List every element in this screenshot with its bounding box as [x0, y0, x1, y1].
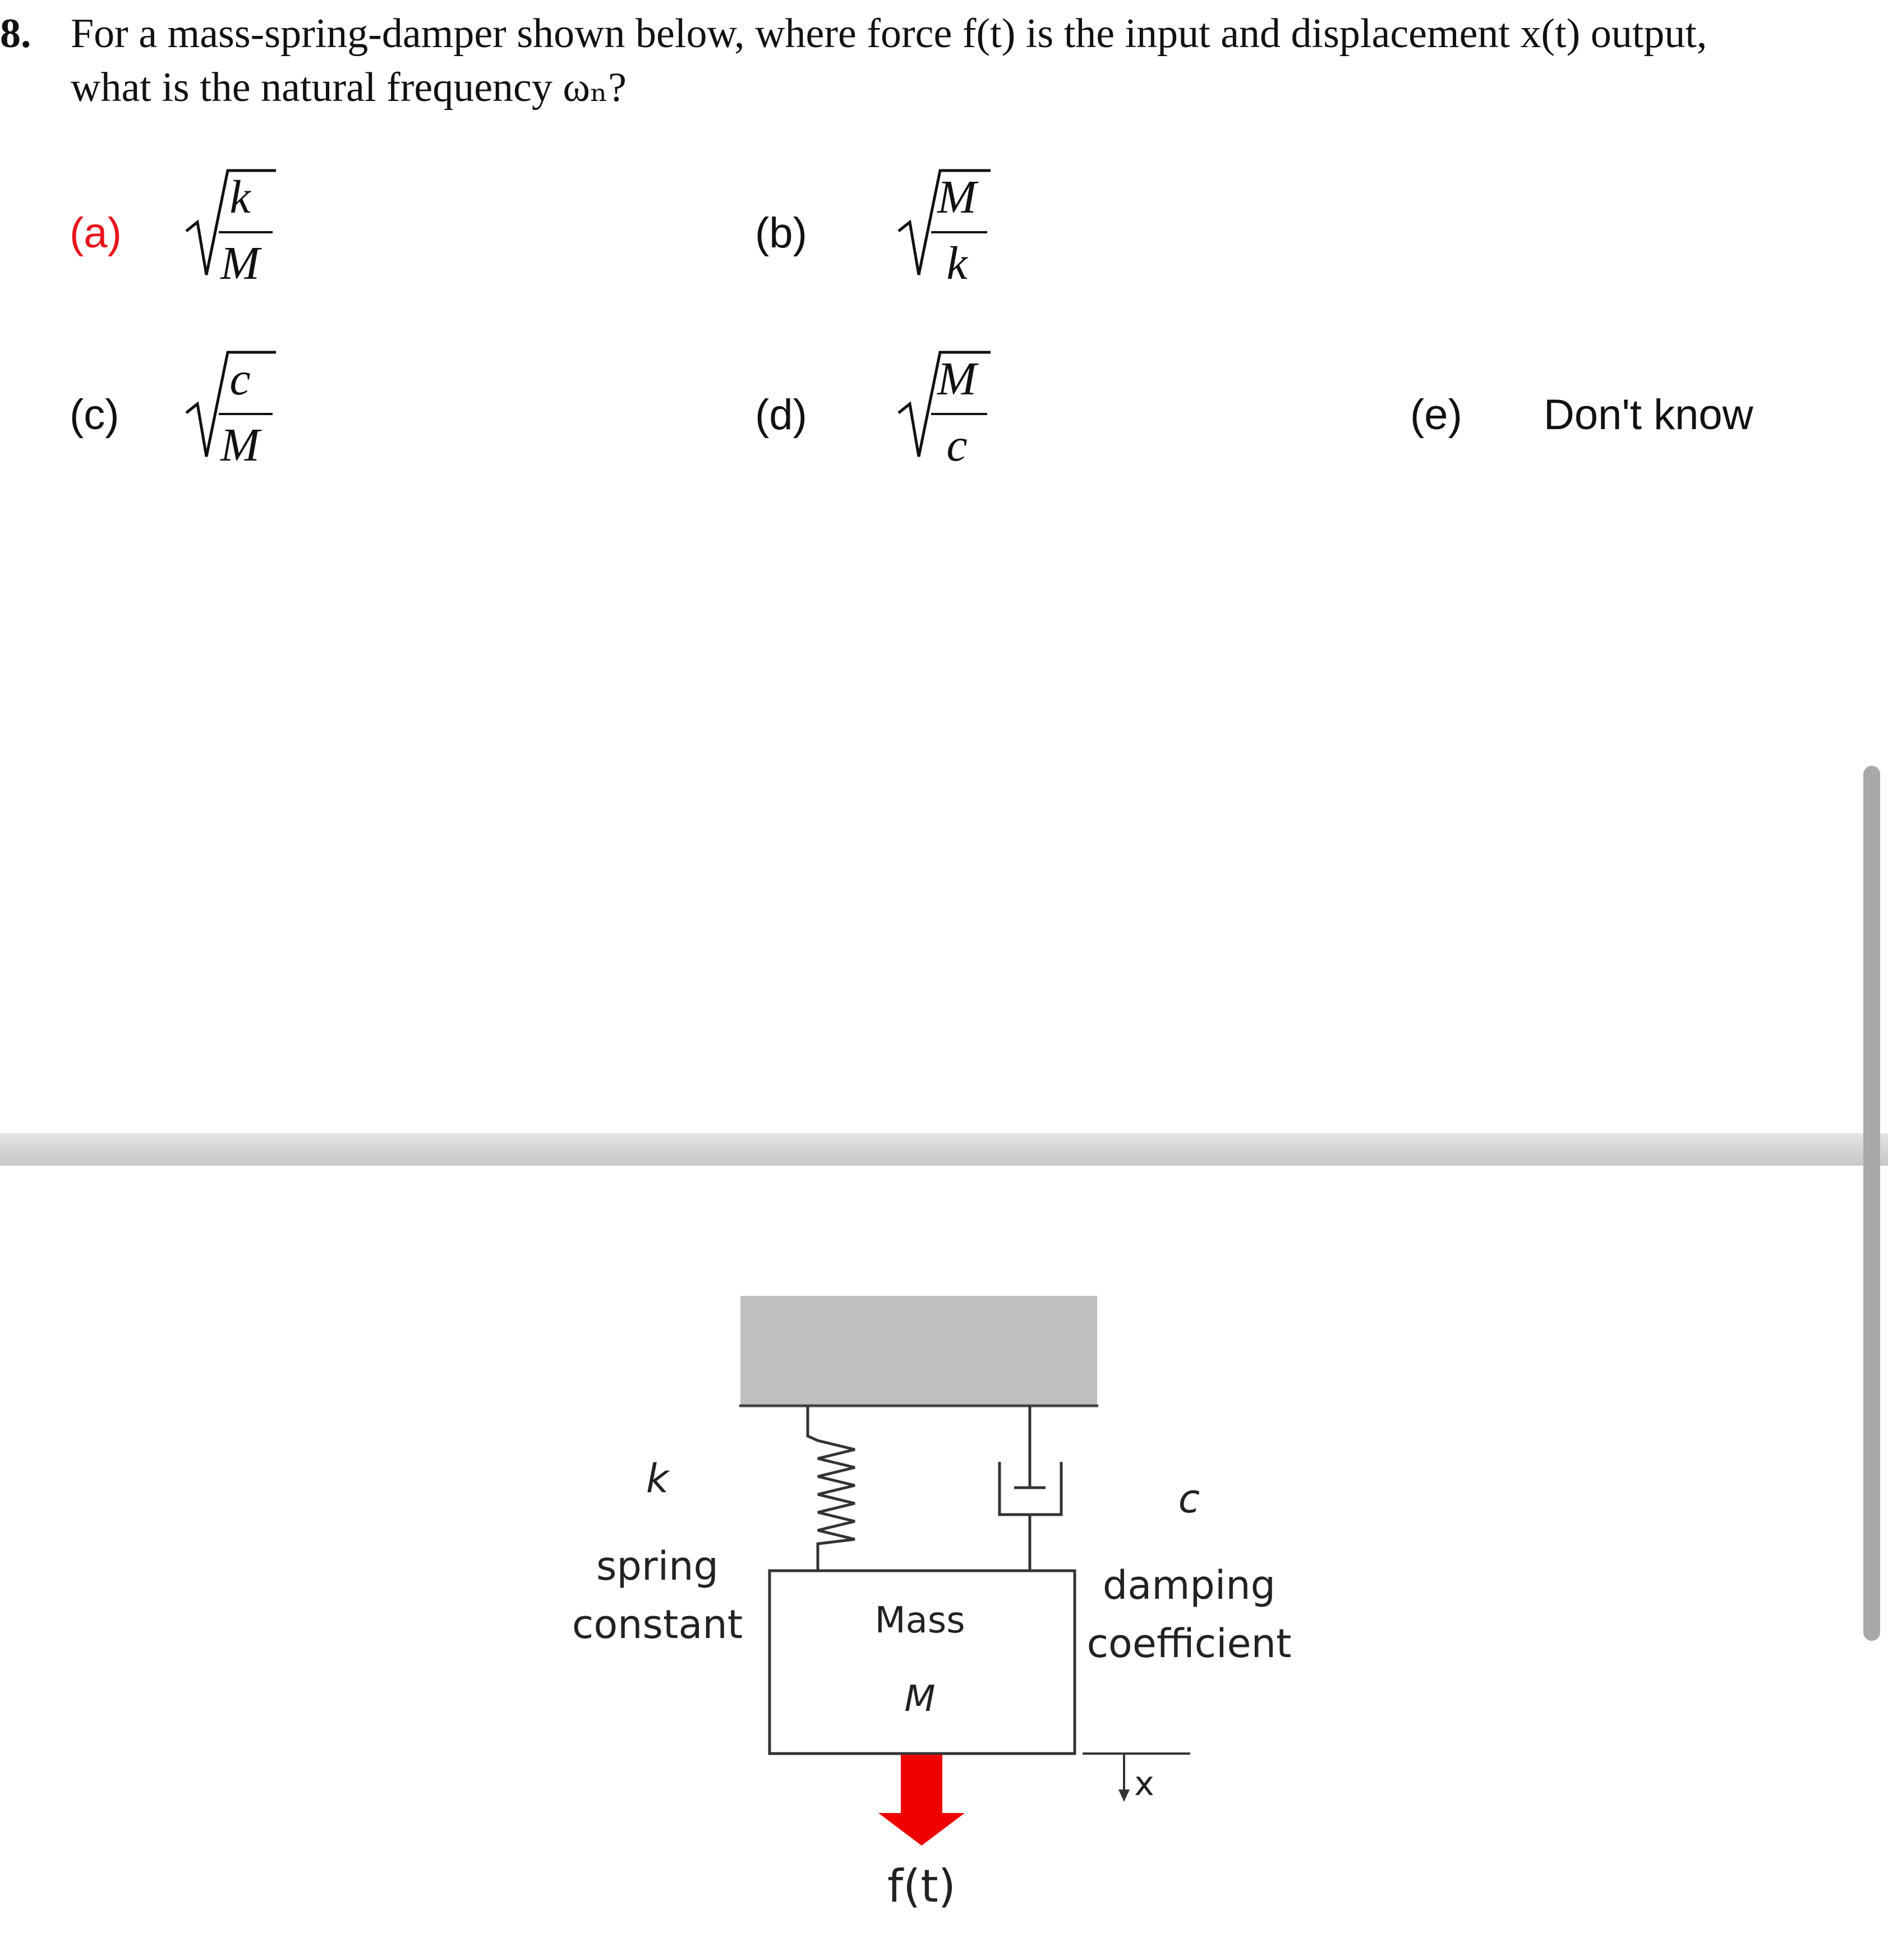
option-c-denominator: M — [220, 419, 260, 471]
damper-symbol-label: c — [1178, 1476, 1200, 1522]
damper-label-line1: damping — [1102, 1562, 1276, 1608]
displacement-label: x — [1134, 1764, 1154, 1803]
option-d-denominator: c — [946, 419, 968, 471]
damper-icon — [1000, 1406, 1061, 1571]
option-d-numerator: M — [937, 353, 977, 405]
spring-label-line2: constant — [572, 1602, 743, 1648]
option-a-numerator: k — [229, 171, 251, 223]
mass-label: Mass — [874, 1600, 965, 1641]
question-text-line1: For a mass-spring-damper shown below, where force f(t) is the input and displacement x(t) output, — [71, 11, 1707, 57]
option-c-numerator: c — [229, 353, 251, 405]
spring-icon — [808, 1406, 855, 1571]
force-arrow-icon — [878, 1755, 965, 1846]
question-number: 8. — [0, 11, 31, 57]
option-e-label[interactable]: (e) — [1410, 391, 1462, 439]
mass-block — [770, 1571, 1075, 1754]
option-b-denominator: k — [946, 237, 968, 289]
question-text-line2: what is the natural frequency ωₙ? — [71, 65, 627, 111]
option-b-numerator: M — [937, 171, 977, 223]
option-d-label[interactable]: (d) — [755, 391, 807, 439]
option-b-label[interactable]: (b) — [755, 209, 807, 257]
option-a-label[interactable]: (a) — [70, 209, 122, 257]
option-a-denominator: M — [220, 237, 260, 289]
force-label: f(t) — [887, 1860, 956, 1912]
spring-label-line1: spring — [596, 1543, 719, 1589]
option-c-label[interactable]: (c) — [70, 391, 119, 439]
damper-label-line2: coefficient — [1086, 1621, 1292, 1667]
mass-symbol-label: M — [904, 1678, 936, 1720]
spring-symbol-label: k — [646, 1456, 669, 1502]
displacement-arrow-icon — [1118, 1755, 1130, 1802]
option-e-text[interactable]: Don't know — [1544, 391, 1753, 439]
ground-block — [740, 1296, 1097, 1406]
